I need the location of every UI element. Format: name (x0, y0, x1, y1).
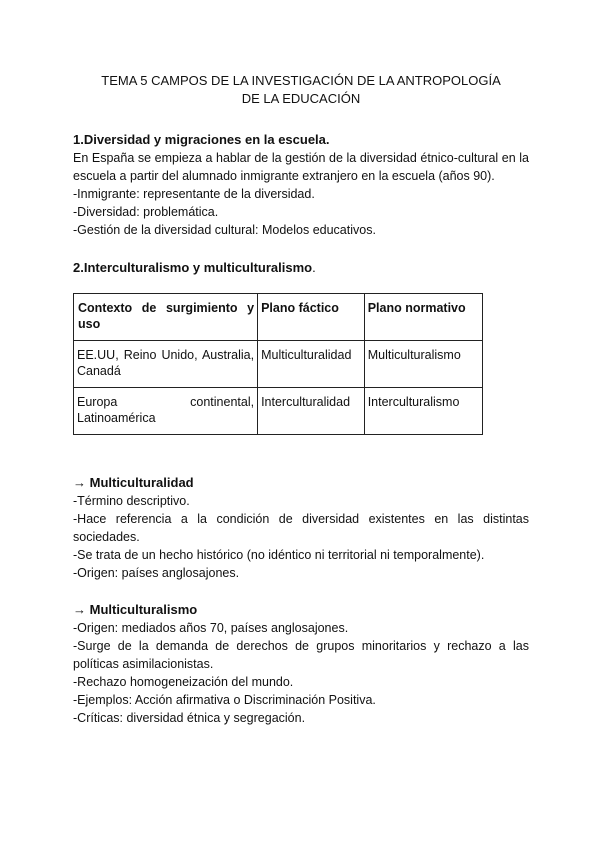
list-item: -Gestión de la diversidad cultural: Modelos educativos. (73, 223, 376, 237)
list-item: -Origen: países anglosajones. (73, 566, 240, 580)
section-1-paragraph: En España se empieza a hablar de la gestión de la diversidad étnico-cultural en la escuela a partir del alumnado inmigrante extranjero en la escuela (años 90). (73, 151, 529, 183)
table-cell: Multiculturalidad (258, 341, 365, 388)
section-multiculturalidad (73, 474, 529, 582)
title-line-2: DE LA EDUCACIÓN (241, 91, 361, 106)
multiculturalismo-heading: → Multiculturalismo (73, 602, 198, 617)
table-row (74, 388, 483, 435)
document-title (73, 72, 529, 108)
list-item: -Diversidad: problemática. (73, 205, 219, 219)
table-cell: Multiculturalismo (364, 341, 482, 388)
list-item: -Críticas: diversidad étnica y segregación. (73, 711, 306, 725)
section-2-heading-period: . (312, 260, 316, 275)
list-item: -Hace referencia a la condición de diversidad existentes en las distintas sociedades. (73, 512, 529, 544)
section-interculturalismo (73, 259, 529, 435)
section-2-heading (73, 259, 529, 277)
section-multiculturalismo (73, 601, 529, 727)
multiculturalidad-heading: → Multiculturalidad (73, 475, 194, 490)
list-item: -Ejemplos: Acción afirmativa o Discriminación Positiva. (73, 693, 376, 707)
table-header-cell: Plano fáctico (258, 294, 365, 341)
table-header-row (74, 294, 483, 341)
list-item: -Término descriptivo. (73, 494, 190, 508)
section-1-heading: 1.Diversidad y migraciones en la escuela. (73, 132, 330, 147)
list-item: -Se trata de un hecho histórico (no idéntico ni territorial ni temporalmente). (73, 548, 485, 562)
table-cell: EE.UU, Reino Unido, Australia, Canadá (74, 341, 258, 388)
table-row (74, 341, 483, 388)
section-2-heading-text: 2.Interculturalismo y multiculturalismo (73, 260, 313, 275)
table-cell: Europa continental, Latinoamérica (74, 388, 258, 435)
title-line-1: TEMA 5 CAMPOS DE LA INVESTIGACIÓN DE LA ANTROPOLOGÍA (101, 73, 501, 88)
document-page (73, 72, 529, 727)
list-item: -Inmigrante: representante de la diversidad. (73, 187, 315, 201)
section-diversidad (73, 131, 529, 239)
list-item: -Surge de la demanda de derechos de grupos minoritarios y rechazo a las políticas asimilacionistas. (73, 639, 529, 671)
table-header-cell: Contexto de surgimiento y uso (74, 294, 258, 341)
table-header-cell: Plano normativo (364, 294, 482, 341)
comparison-table (73, 293, 483, 435)
table-cell: Interculturalismo (364, 388, 482, 435)
list-item: -Origen: mediados años 70, países anglosajones. (73, 621, 349, 635)
list-item: -Rechazo homogeneización del mundo. (73, 675, 294, 689)
table-cell: Interculturalidad (258, 388, 365, 435)
